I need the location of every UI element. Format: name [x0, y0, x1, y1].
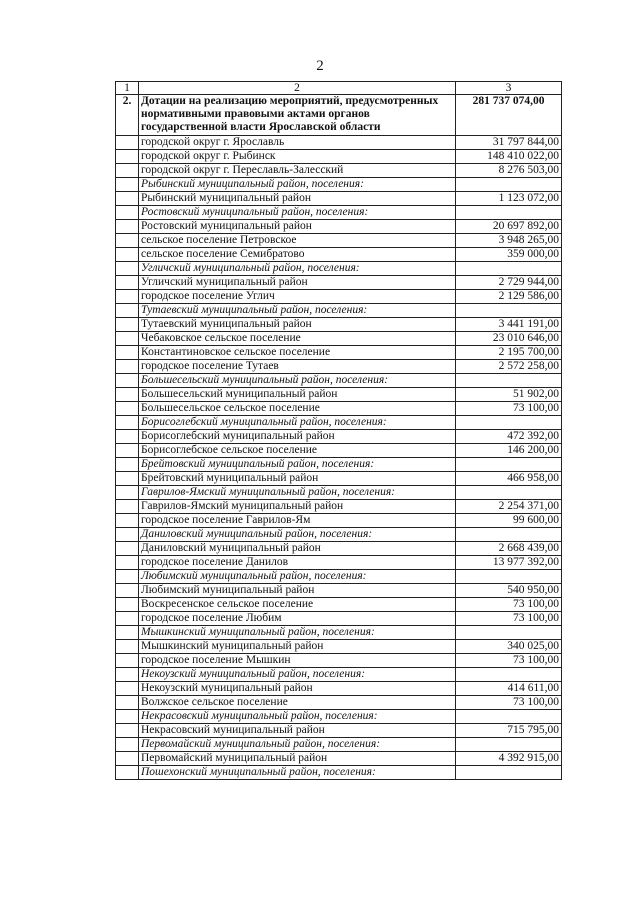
- group-label: Ростовский муниципальный район, поселения:: [139, 206, 456, 220]
- row-number-cell: [116, 500, 139, 514]
- row-number-cell: [116, 640, 139, 654]
- row-number-cell: [116, 430, 139, 444]
- row-amount: [456, 738, 562, 752]
- row-amount: 73 100,00: [456, 402, 562, 416]
- row-amount: 3 948 265,00: [456, 234, 562, 248]
- row-name: Борисоглебское сельское поселение: [139, 444, 456, 458]
- table-row: [116, 164, 562, 178]
- table-row: [116, 402, 562, 416]
- row-amount: 146 200,00: [456, 444, 562, 458]
- row-number-cell: [116, 752, 139, 766]
- row-amount: 466 958,00: [456, 472, 562, 486]
- group-label: Любимский муниципальный район, поселения:: [139, 570, 456, 584]
- row-number-cell: [116, 556, 139, 570]
- table-row: [116, 500, 562, 514]
- row-name: городское поселение Тутаев: [139, 360, 456, 374]
- row-name: сельское поселение Петровское: [139, 234, 456, 248]
- row-name: городское поселение Данилов: [139, 556, 456, 570]
- table-row: [116, 472, 562, 486]
- main-row: [116, 95, 562, 136]
- group-label: Некрасовский муниципальный район, поселения:: [139, 710, 456, 724]
- row-name: Мышкинский муниципальный район: [139, 640, 456, 654]
- table-row: [116, 682, 562, 696]
- table-row: [116, 598, 562, 612]
- row-number-cell: [116, 542, 139, 556]
- row-number-cell: [116, 598, 139, 612]
- table-row: [116, 220, 562, 234]
- row-name: Первомайский муниципальный район: [139, 752, 456, 766]
- row-amount: 2 195 700,00: [456, 346, 562, 360]
- row-number-cell: [116, 234, 139, 248]
- row-number-cell: [116, 514, 139, 528]
- row-amount: [456, 304, 562, 318]
- row-name: Большесельское сельское поселение: [139, 402, 456, 416]
- row-amount: 2 129 586,00: [456, 290, 562, 304]
- row-amount: 359 000,00: [456, 248, 562, 262]
- row-number-cell: [116, 276, 139, 290]
- row-name: Гаврилов-Ямский муниципальный район: [139, 500, 456, 514]
- row-number-cell: [116, 304, 139, 318]
- row-number-cell: [116, 416, 139, 430]
- row-name: Тутаевский муниципальный район: [139, 318, 456, 332]
- row-amount: [456, 710, 562, 724]
- row-number-cell: [116, 262, 139, 276]
- row-amount: [456, 458, 562, 472]
- row-amount: 73 100,00: [456, 598, 562, 612]
- row-name: Некрасовский муниципальный район: [139, 724, 456, 738]
- table-row: [116, 584, 562, 598]
- row-amount: 23 010 646,00: [456, 332, 562, 346]
- row-number-cell: [116, 248, 139, 262]
- table-group-row: [116, 528, 562, 542]
- row-number-cell: [116, 374, 139, 388]
- table-group-row: [116, 262, 562, 276]
- row-amount: 13 977 392,00: [456, 556, 562, 570]
- row-amount: 715 795,00: [456, 724, 562, 738]
- row-number-cell: [116, 178, 139, 192]
- row-number-cell: [116, 486, 139, 500]
- table-row: [116, 150, 562, 164]
- table-row: [116, 752, 562, 766]
- table-group-row: [116, 486, 562, 500]
- row-number-cell: [116, 136, 139, 150]
- table-row: [116, 724, 562, 738]
- row-number-cell: [116, 738, 139, 752]
- table-row: [116, 290, 562, 304]
- table-group-row: [116, 178, 562, 192]
- table-row: [116, 514, 562, 528]
- row-amount: 148 410 022,00: [456, 150, 562, 164]
- row-name: городской округ г. Ярославль: [139, 136, 456, 150]
- row-name: Некоузский муниципальный район: [139, 682, 456, 696]
- row-amount: 340 025,00: [456, 640, 562, 654]
- table-row: [116, 360, 562, 374]
- group-label: Борисоглебский муниципальный район, поселения:: [139, 416, 456, 430]
- table-row: [116, 640, 562, 654]
- main-row-number: 2.: [116, 95, 139, 136]
- row-name: Чебаковское сельское поселение: [139, 332, 456, 346]
- table-row: [116, 192, 562, 206]
- row-amount: [456, 528, 562, 542]
- row-name: Волжское сельское поселение: [139, 696, 456, 710]
- table-row: [116, 388, 562, 402]
- group-label: Некоузский муниципальный район, поселения:: [139, 668, 456, 682]
- row-name: Борисоглебский муниципальный район: [139, 430, 456, 444]
- row-amount: 540 950,00: [456, 584, 562, 598]
- row-number-cell: [116, 724, 139, 738]
- group-label: Брейтовский муниципальный район, поселения:: [139, 458, 456, 472]
- row-number-cell: [116, 612, 139, 626]
- row-number-cell: [116, 682, 139, 696]
- table-group-row: [116, 416, 562, 430]
- subsidy-table: [115, 81, 562, 780]
- row-number-cell: [116, 360, 139, 374]
- table-group-row: [116, 710, 562, 724]
- header-col-3: 3: [456, 82, 562, 95]
- table-row: [116, 612, 562, 626]
- row-name: городское поселение Гаврилов-Ям: [139, 514, 456, 528]
- row-amount: 472 392,00: [456, 430, 562, 444]
- row-number-cell: [116, 766, 139, 780]
- group-label: Угличский муниципальный район, поселения:: [139, 262, 456, 276]
- table-group-row: [116, 304, 562, 318]
- row-number-cell: [116, 388, 139, 402]
- group-label: Рыбинский муниципальный район, поселения:: [139, 178, 456, 192]
- table-group-row: [116, 738, 562, 752]
- row-amount: 4 392 915,00: [456, 752, 562, 766]
- header-col-1: 1: [116, 82, 139, 95]
- row-name: Рыбинский муниципальный район: [139, 192, 456, 206]
- table-header-row: [116, 82, 562, 95]
- table-row: [116, 248, 562, 262]
- row-amount: 99 600,00: [456, 514, 562, 528]
- row-name: Угличский муниципальный район: [139, 276, 456, 290]
- page-number: 2: [316, 58, 324, 74]
- group-label: Пошехонский муниципальный район, поселения:: [139, 766, 456, 780]
- table-row: [116, 332, 562, 346]
- group-label: Тутаевский муниципальный район, поселения:: [139, 304, 456, 318]
- row-number-cell: [116, 710, 139, 724]
- table-row: [116, 318, 562, 332]
- row-number-cell: [116, 206, 139, 220]
- row-amount: 2 254 371,00: [456, 500, 562, 514]
- row-number-cell: [116, 192, 139, 206]
- row-name: сельское поселение Семибратово: [139, 248, 456, 262]
- table-row: [116, 276, 562, 290]
- row-name: городской округ г. Переславль-Залесский: [139, 164, 456, 178]
- table-group-row: [116, 458, 562, 472]
- row-amount: [456, 668, 562, 682]
- row-amount: 31 797 844,00: [456, 136, 562, 150]
- group-label: Гаврилов-Ямский муниципальный район, поселения:: [139, 486, 456, 500]
- row-name: Даниловский муниципальный район: [139, 542, 456, 556]
- row-name: городское поселение Углич: [139, 290, 456, 304]
- row-amount: 414 611,00: [456, 682, 562, 696]
- row-name: Брейтовский муниципальный район: [139, 472, 456, 486]
- row-number-cell: [116, 584, 139, 598]
- row-number-cell: [116, 164, 139, 178]
- row-name: городской округ г. Рыбинск: [139, 150, 456, 164]
- table-group-row: [116, 206, 562, 220]
- table-row: [116, 444, 562, 458]
- row-number-cell: [116, 668, 139, 682]
- row-amount: 3 441 191,00: [456, 318, 562, 332]
- row-amount: [456, 486, 562, 500]
- row-amount: 20 697 892,00: [456, 220, 562, 234]
- row-amount: 2 729 944,00: [456, 276, 562, 290]
- row-amount: 73 100,00: [456, 696, 562, 710]
- row-number-cell: [116, 150, 139, 164]
- group-label: Большесельский муниципальный район, поселения:: [139, 374, 456, 388]
- table-group-row: [116, 570, 562, 584]
- row-name: Константиновское сельское поселение: [139, 346, 456, 360]
- row-number-cell: [116, 444, 139, 458]
- row-number-cell: [116, 472, 139, 486]
- row-name: Любимский муниципальный район: [139, 584, 456, 598]
- table-group-row: [116, 668, 562, 682]
- row-number-cell: [116, 654, 139, 668]
- row-amount: [456, 178, 562, 192]
- row-amount: 2 668 439,00: [456, 542, 562, 556]
- row-name: городское поселение Мышкин: [139, 654, 456, 668]
- row-number-cell: [116, 570, 139, 584]
- row-name: Большесельский муниципальный район: [139, 388, 456, 402]
- row-amount: 51 902,00: [456, 388, 562, 402]
- table-row: [116, 136, 562, 150]
- row-amount: 73 100,00: [456, 612, 562, 626]
- table-group-row: [116, 766, 562, 780]
- table-row: [116, 696, 562, 710]
- row-number-cell: [116, 528, 139, 542]
- table-group-row: [116, 626, 562, 640]
- header-col-2: 2: [139, 82, 456, 95]
- table-body: [116, 95, 562, 780]
- group-label: Мышкинский муниципальный район, поселения:: [139, 626, 456, 640]
- row-number-cell: [116, 332, 139, 346]
- row-number-cell: [116, 220, 139, 234]
- row-number-cell: [116, 626, 139, 640]
- table-row: [116, 346, 562, 360]
- row-amount: 8 276 503,00: [456, 164, 562, 178]
- row-amount: [456, 626, 562, 640]
- row-amount: 73 100,00: [456, 654, 562, 668]
- row-number-cell: [116, 696, 139, 710]
- row-amount: 1 123 072,00: [456, 192, 562, 206]
- row-name: Воскресенское сельское поселение: [139, 598, 456, 612]
- table-row: [116, 654, 562, 668]
- row-name: городское поселение Любим: [139, 612, 456, 626]
- row-number-cell: [116, 458, 139, 472]
- row-amount: 2 572 258,00: [456, 360, 562, 374]
- group-label: Даниловский муниципальный район, поселения:: [139, 528, 456, 542]
- row-amount: [456, 374, 562, 388]
- row-amount: [456, 570, 562, 584]
- main-row-amount: 281 737 074,00: [456, 95, 562, 136]
- table-row: [116, 234, 562, 248]
- row-number-cell: [116, 318, 139, 332]
- main-row-title: Дотации на реализацию мероприятий, предусмотренных нормативными правовыми актами органов государственной власти Ярославской области: [139, 95, 456, 136]
- table-row: [116, 430, 562, 444]
- row-amount: [456, 416, 562, 430]
- row-amount: [456, 262, 562, 276]
- row-amount: [456, 206, 562, 220]
- row-name: Ростовский муниципальный район: [139, 220, 456, 234]
- row-number-cell: [116, 402, 139, 416]
- table-row: [116, 542, 562, 556]
- table-row: [116, 556, 562, 570]
- table-group-row: [116, 374, 562, 388]
- row-number-cell: [116, 290, 139, 304]
- row-number-cell: [116, 346, 139, 360]
- row-amount: [456, 766, 562, 780]
- group-label: Первомайский муниципальный район, поселения:: [139, 738, 456, 752]
